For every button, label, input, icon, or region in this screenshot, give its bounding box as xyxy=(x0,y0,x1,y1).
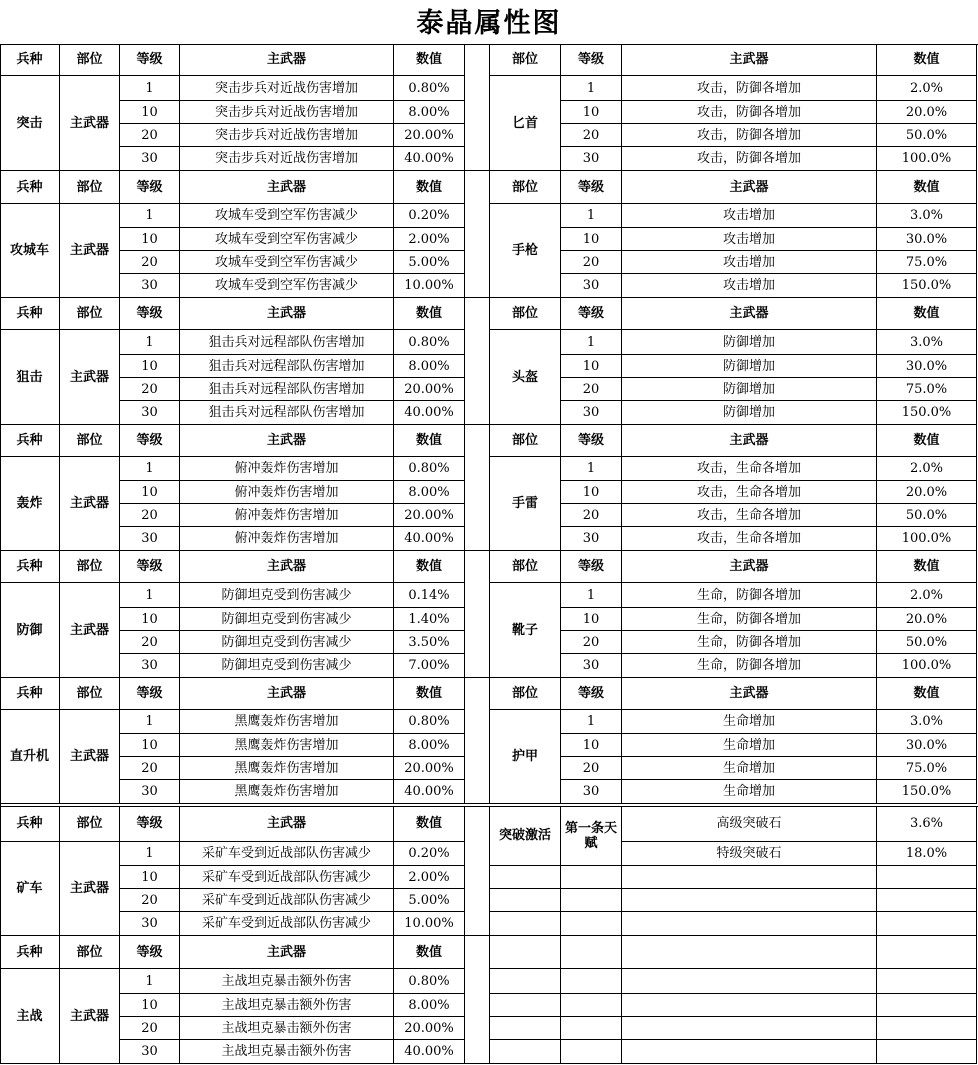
value-cell: 5.00% xyxy=(394,251,465,274)
effect-cell: 攻击增加 xyxy=(622,274,877,298)
level-cell: 1 xyxy=(561,76,622,101)
level-cell: 10 xyxy=(120,608,180,631)
level-cell: 10 xyxy=(120,994,180,1017)
effect-cell: 攻击，防御各增加 xyxy=(622,76,877,101)
level-cell: 1 xyxy=(561,204,622,228)
value-header: 数值 xyxy=(394,936,465,969)
level-header: 等级 xyxy=(120,298,180,330)
level-cell: 30 xyxy=(561,274,622,298)
effect-cell: 狙击兵对远程部队伤害增加 xyxy=(180,401,394,425)
effect-cell: 生命，防御各增加 xyxy=(622,654,877,678)
effect-cell: 攻城车受到空军伤害减少 xyxy=(180,274,394,298)
effect-header: 主武器 xyxy=(180,171,394,204)
level-cell: 1 xyxy=(561,583,622,608)
level-cell: 30 xyxy=(561,527,622,551)
effect-cell: 防御增加 xyxy=(622,378,877,401)
effect-cell: 攻击，防御各增加 xyxy=(622,124,877,147)
unit-header: 兵种 xyxy=(0,298,60,330)
level-cell: 10 xyxy=(120,481,180,504)
effect-cell: 攻城车受到空军伤害减少 xyxy=(180,251,394,274)
unit-name: 轰炸 xyxy=(0,457,60,551)
breakthrough-value: 3.6% xyxy=(877,806,977,842)
value-header: 数值 xyxy=(877,44,977,76)
value-cell: 2.0% xyxy=(877,76,977,101)
value-cell: 40.00% xyxy=(394,401,465,425)
effect-cell: 防御坦克受到伤害减少 xyxy=(180,608,394,631)
effect-cell: 狙击兵对远程部队伤害增加 xyxy=(180,378,394,401)
effect-cell: 采矿车受到近战部队伤害减少 xyxy=(180,912,394,936)
part-name: 主武器 xyxy=(60,969,120,1064)
unit-name: 矿车 xyxy=(0,842,60,936)
unit-header: 兵种 xyxy=(0,425,60,457)
part-name: 匕首 xyxy=(490,76,561,171)
effect-cell: 狙击兵对远程部队伤害增加 xyxy=(180,330,394,355)
effect-cell: 俯冲轰炸伤害增加 xyxy=(180,457,394,481)
value-cell: 150.0% xyxy=(877,780,977,804)
value-cell: 75.0% xyxy=(877,757,977,780)
value-cell: 0.80% xyxy=(394,76,465,101)
level-cell: 30 xyxy=(561,780,622,804)
part-header: 部位 xyxy=(60,936,120,969)
level-cell: 30 xyxy=(120,274,180,298)
value-header: 数值 xyxy=(877,171,977,204)
value-cell: 3.0% xyxy=(877,330,977,355)
unit-name: 狙击 xyxy=(0,330,60,425)
part-name: 主武器 xyxy=(60,457,120,551)
value-cell: 30.0% xyxy=(877,734,977,757)
level-cell: 1 xyxy=(120,457,180,481)
unit-name: 直升机 xyxy=(0,710,60,804)
unit-header: 兵种 xyxy=(0,678,60,710)
effect-cell: 主战坦克暴击额外伤害 xyxy=(180,994,394,1017)
level-header: 等级 xyxy=(561,44,622,76)
effect-cell: 防御坦克受到伤害减少 xyxy=(180,654,394,678)
value-header: 数值 xyxy=(394,551,465,583)
unit-name: 攻城车 xyxy=(0,204,60,298)
breakthrough-label: 突破激活 xyxy=(490,806,561,866)
level-cell: 30 xyxy=(561,147,622,171)
level-header: 等级 xyxy=(561,171,622,204)
part-header: 部位 xyxy=(60,298,120,330)
level-cell: 30 xyxy=(120,912,180,936)
effect-cell: 防御坦克受到伤害减少 xyxy=(180,583,394,608)
value-header: 数值 xyxy=(394,44,465,76)
effect-cell: 攻击，生命各增加 xyxy=(622,527,877,551)
part-header: 部位 xyxy=(60,806,120,842)
effect-header: 主武器 xyxy=(180,298,394,330)
level-cell: 30 xyxy=(120,147,180,171)
level-cell: 1 xyxy=(120,842,180,866)
level-cell: 10 xyxy=(561,481,622,504)
value-cell: 75.0% xyxy=(877,378,977,401)
effect-cell: 防御增加 xyxy=(622,330,877,355)
value-cell: 50.0% xyxy=(877,504,977,527)
effect-cell: 采矿车受到近战部队伤害减少 xyxy=(180,842,394,866)
value-cell: 0.20% xyxy=(394,204,465,228)
level-cell: 1 xyxy=(561,710,622,734)
value-cell: 20.0% xyxy=(877,481,977,504)
effect-cell: 生命增加 xyxy=(622,734,877,757)
level-cell: 10 xyxy=(120,101,180,124)
value-cell: 50.0% xyxy=(877,124,977,147)
unit-name: 防御 xyxy=(0,583,60,678)
value-cell: 1.40% xyxy=(394,608,465,631)
level-cell: 20 xyxy=(561,251,622,274)
effect-cell: 攻击，生命各增加 xyxy=(622,481,877,504)
effect-header: 主武器 xyxy=(622,44,877,76)
level-cell: 10 xyxy=(561,101,622,124)
value-cell: 20.00% xyxy=(394,378,465,401)
effect-cell: 攻击，防御各增加 xyxy=(622,101,877,124)
level-header: 等级 xyxy=(120,551,180,583)
value-cell: 8.00% xyxy=(394,355,465,378)
level-cell: 30 xyxy=(120,780,180,804)
part-name: 护甲 xyxy=(490,710,561,804)
effect-cell: 主战坦克暴击额外伤害 xyxy=(180,969,394,994)
effect-cell: 生命，防御各增加 xyxy=(622,608,877,631)
effect-cell: 俯冲轰炸伤害增加 xyxy=(180,527,394,551)
effect-header: 主武器 xyxy=(622,425,877,457)
level-cell: 1 xyxy=(561,330,622,355)
effect-cell: 突击步兵对近战伤害增加 xyxy=(180,147,394,171)
value-cell: 75.0% xyxy=(877,251,977,274)
value-cell: 30.0% xyxy=(877,355,977,378)
value-cell: 20.00% xyxy=(394,504,465,527)
value-cell: 30.0% xyxy=(877,228,977,251)
value-header: 数值 xyxy=(394,171,465,204)
value-cell: 40.00% xyxy=(394,527,465,551)
level-header: 等级 xyxy=(120,425,180,457)
level-cell: 20 xyxy=(120,504,180,527)
level-cell: 20 xyxy=(120,631,180,654)
value-cell: 8.00% xyxy=(394,734,465,757)
value-cell: 0.20% xyxy=(394,842,465,866)
level-header: 等级 xyxy=(120,44,180,76)
effect-cell: 采矿车受到近战部队伤害减少 xyxy=(180,889,394,912)
value-cell: 3.0% xyxy=(877,204,977,228)
value-header: 数值 xyxy=(394,425,465,457)
level-cell: 10 xyxy=(561,355,622,378)
value-header: 数值 xyxy=(877,298,977,330)
effect-header: 主武器 xyxy=(622,551,877,583)
level-cell: 1 xyxy=(120,330,180,355)
value-cell: 2.0% xyxy=(877,457,977,481)
value-cell: 150.0% xyxy=(877,401,977,425)
level-header: 等级 xyxy=(561,298,622,330)
unit-header: 兵种 xyxy=(0,171,60,204)
unit-header: 兵种 xyxy=(0,806,60,842)
level-header: 等级 xyxy=(561,425,622,457)
level-header: 等级 xyxy=(561,678,622,710)
effect-cell: 突击步兵对近战伤害增加 xyxy=(180,124,394,147)
value-cell: 7.00% xyxy=(394,654,465,678)
level-cell: 1 xyxy=(561,457,622,481)
effect-cell: 黑鹰轰炸伤害增加 xyxy=(180,734,394,757)
value-cell: 40.00% xyxy=(394,147,465,171)
value-cell: 8.00% xyxy=(394,101,465,124)
effect-header: 主武器 xyxy=(622,678,877,710)
level-cell: 30 xyxy=(120,654,180,678)
level-cell: 10 xyxy=(561,228,622,251)
effect-cell: 攻击，生命各增加 xyxy=(622,457,877,481)
effect-cell: 攻击增加 xyxy=(622,251,877,274)
value-cell: 2.00% xyxy=(394,228,465,251)
value-cell: 20.00% xyxy=(394,1017,465,1040)
level-header: 等级 xyxy=(120,171,180,204)
effect-cell: 黑鹰轰炸伤害增加 xyxy=(180,710,394,734)
effect-cell: 突击步兵对近战伤害增加 xyxy=(180,76,394,101)
value-cell: 10.00% xyxy=(394,912,465,936)
value-cell: 50.0% xyxy=(877,631,977,654)
level-cell: 1 xyxy=(120,76,180,101)
value-cell: 20.0% xyxy=(877,101,977,124)
level-cell: 20 xyxy=(561,631,622,654)
effect-cell: 防御增加 xyxy=(622,401,877,425)
unit-name: 主战 xyxy=(0,969,60,1064)
part-header: 部位 xyxy=(60,425,120,457)
value-cell: 150.0% xyxy=(877,274,977,298)
value-header: 数值 xyxy=(877,678,977,710)
effect-header: 主武器 xyxy=(180,806,394,842)
section-divider xyxy=(0,806,978,807)
effect-cell: 主战坦克暴击额外伤害 xyxy=(180,1040,394,1064)
level-cell: 1 xyxy=(120,583,180,608)
level-cell: 30 xyxy=(120,1040,180,1064)
part-name: 手枪 xyxy=(490,204,561,298)
level-header: 等级 xyxy=(120,678,180,710)
part-header: 部位 xyxy=(490,425,561,457)
part-header: 部位 xyxy=(60,551,120,583)
level-cell: 10 xyxy=(561,734,622,757)
value-cell: 100.0% xyxy=(877,147,977,171)
talent-label: 第一条天赋 xyxy=(561,806,622,866)
level-cell: 20 xyxy=(120,251,180,274)
level-cell: 30 xyxy=(120,401,180,425)
value-header: 数值 xyxy=(877,551,977,583)
effect-cell: 黑鹰轰炸伤害增加 xyxy=(180,757,394,780)
effect-cell: 攻击，防御各增加 xyxy=(622,147,877,171)
part-header: 部位 xyxy=(490,678,561,710)
effect-cell: 采矿车受到近战部队伤害减少 xyxy=(180,866,394,889)
part-header: 部位 xyxy=(60,44,120,76)
level-cell: 20 xyxy=(561,378,622,401)
breakthrough-value: 18.0% xyxy=(877,842,977,866)
level-cell: 1 xyxy=(120,710,180,734)
effect-header: 主武器 xyxy=(622,171,877,204)
effect-cell: 俯冲轰炸伤害增加 xyxy=(180,481,394,504)
effect-cell: 生命增加 xyxy=(622,757,877,780)
level-cell: 1 xyxy=(120,969,180,994)
level-cell: 20 xyxy=(561,504,622,527)
effect-header: 主武器 xyxy=(180,44,394,76)
unit-header: 兵种 xyxy=(0,936,60,969)
level-cell: 10 xyxy=(561,608,622,631)
effect-cell: 生命增加 xyxy=(622,710,877,734)
level-cell: 20 xyxy=(120,889,180,912)
part-name: 主武器 xyxy=(60,330,120,425)
value-cell: 10.00% xyxy=(394,274,465,298)
effect-header: 主武器 xyxy=(180,551,394,583)
level-cell: 10 xyxy=(120,355,180,378)
part-header: 部位 xyxy=(490,171,561,204)
value-header: 数值 xyxy=(394,806,465,842)
effect-header: 主武器 xyxy=(180,678,394,710)
value-cell: 8.00% xyxy=(394,481,465,504)
value-cell: 8.00% xyxy=(394,994,465,1017)
level-cell: 20 xyxy=(120,1017,180,1040)
part-name: 手雷 xyxy=(490,457,561,551)
effect-cell: 突击步兵对近战伤害增加 xyxy=(180,101,394,124)
value-cell: 20.0% xyxy=(877,608,977,631)
value-cell: 0.14% xyxy=(394,583,465,608)
part-header: 部位 xyxy=(490,298,561,330)
effect-cell: 黑鹰轰炸伤害增加 xyxy=(180,780,394,804)
effect-cell: 生命，防御各增加 xyxy=(622,631,877,654)
effect-cell: 攻击增加 xyxy=(622,204,877,228)
level-header: 等级 xyxy=(120,806,180,842)
unit-header: 兵种 xyxy=(0,44,60,76)
unit-name: 突击 xyxy=(0,76,60,171)
effect-cell: 生命增加 xyxy=(622,780,877,804)
value-header: 数值 xyxy=(394,298,465,330)
effect-header: 主武器 xyxy=(180,425,394,457)
table-frame xyxy=(0,44,978,1064)
level-cell: 1 xyxy=(120,204,180,228)
value-cell: 0.80% xyxy=(394,969,465,994)
effect-cell: 主战坦克暴击额外伤害 xyxy=(180,1017,394,1040)
level-cell: 20 xyxy=(120,378,180,401)
value-cell: 20.00% xyxy=(394,757,465,780)
effect-cell: 俯冲轰炸伤害增加 xyxy=(180,504,394,527)
part-name: 头盔 xyxy=(490,330,561,425)
part-name: 主武器 xyxy=(60,842,120,936)
value-cell: 0.80% xyxy=(394,330,465,355)
page-title: 泰晶属性图 xyxy=(416,8,562,39)
part-name: 主武器 xyxy=(60,583,120,678)
value-cell: 0.80% xyxy=(394,710,465,734)
part-name: 靴子 xyxy=(490,583,561,678)
level-cell: 10 xyxy=(120,734,180,757)
effect-cell: 攻城车受到空军伤害减少 xyxy=(180,204,394,228)
effect-cell: 攻击，生命各增加 xyxy=(622,504,877,527)
value-cell: 20.00% xyxy=(394,124,465,147)
value-cell: 2.00% xyxy=(394,866,465,889)
level-header: 等级 xyxy=(120,936,180,969)
level-cell: 10 xyxy=(120,866,180,889)
level-cell: 30 xyxy=(561,654,622,678)
value-cell: 40.00% xyxy=(394,780,465,804)
unit-header: 兵种 xyxy=(0,551,60,583)
part-name: 主武器 xyxy=(60,76,120,171)
effect-cell: 攻击增加 xyxy=(622,228,877,251)
value-cell: 3.50% xyxy=(394,631,465,654)
effect-cell: 防御增加 xyxy=(622,355,877,378)
value-cell: 100.0% xyxy=(877,527,977,551)
level-cell: 20 xyxy=(561,124,622,147)
effect-header: 主武器 xyxy=(622,298,877,330)
level-cell: 20 xyxy=(120,757,180,780)
value-cell: 3.0% xyxy=(877,710,977,734)
effect-cell: 防御坦克受到伤害减少 xyxy=(180,631,394,654)
effect-cell: 攻城车受到空军伤害减少 xyxy=(180,228,394,251)
part-name: 主武器 xyxy=(60,204,120,298)
value-cell: 2.0% xyxy=(877,583,977,608)
level-cell: 20 xyxy=(561,757,622,780)
part-name: 主武器 xyxy=(60,710,120,804)
level-cell: 20 xyxy=(120,124,180,147)
part-header: 部位 xyxy=(490,551,561,583)
effect-cell: 狙击兵对远程部队伤害增加 xyxy=(180,355,394,378)
effect-cell: 生命，防御各增加 xyxy=(622,583,877,608)
level-cell: 30 xyxy=(120,527,180,551)
breakthrough-item: 特级突破石 xyxy=(622,842,877,866)
part-header: 部位 xyxy=(60,171,120,204)
level-header: 等级 xyxy=(561,551,622,583)
effect-header: 主武器 xyxy=(180,936,394,969)
part-header: 部位 xyxy=(490,44,561,76)
value-cell: 100.0% xyxy=(877,654,977,678)
level-cell: 30 xyxy=(561,401,622,425)
value-header: 数值 xyxy=(394,678,465,710)
value-header: 数值 xyxy=(877,425,977,457)
breakthrough-item: 高级突破石 xyxy=(622,806,877,842)
level-cell: 10 xyxy=(120,228,180,251)
value-cell: 0.80% xyxy=(394,457,465,481)
value-cell: 5.00% xyxy=(394,889,465,912)
value-cell: 40.00% xyxy=(394,1040,465,1064)
part-header: 部位 xyxy=(60,678,120,710)
